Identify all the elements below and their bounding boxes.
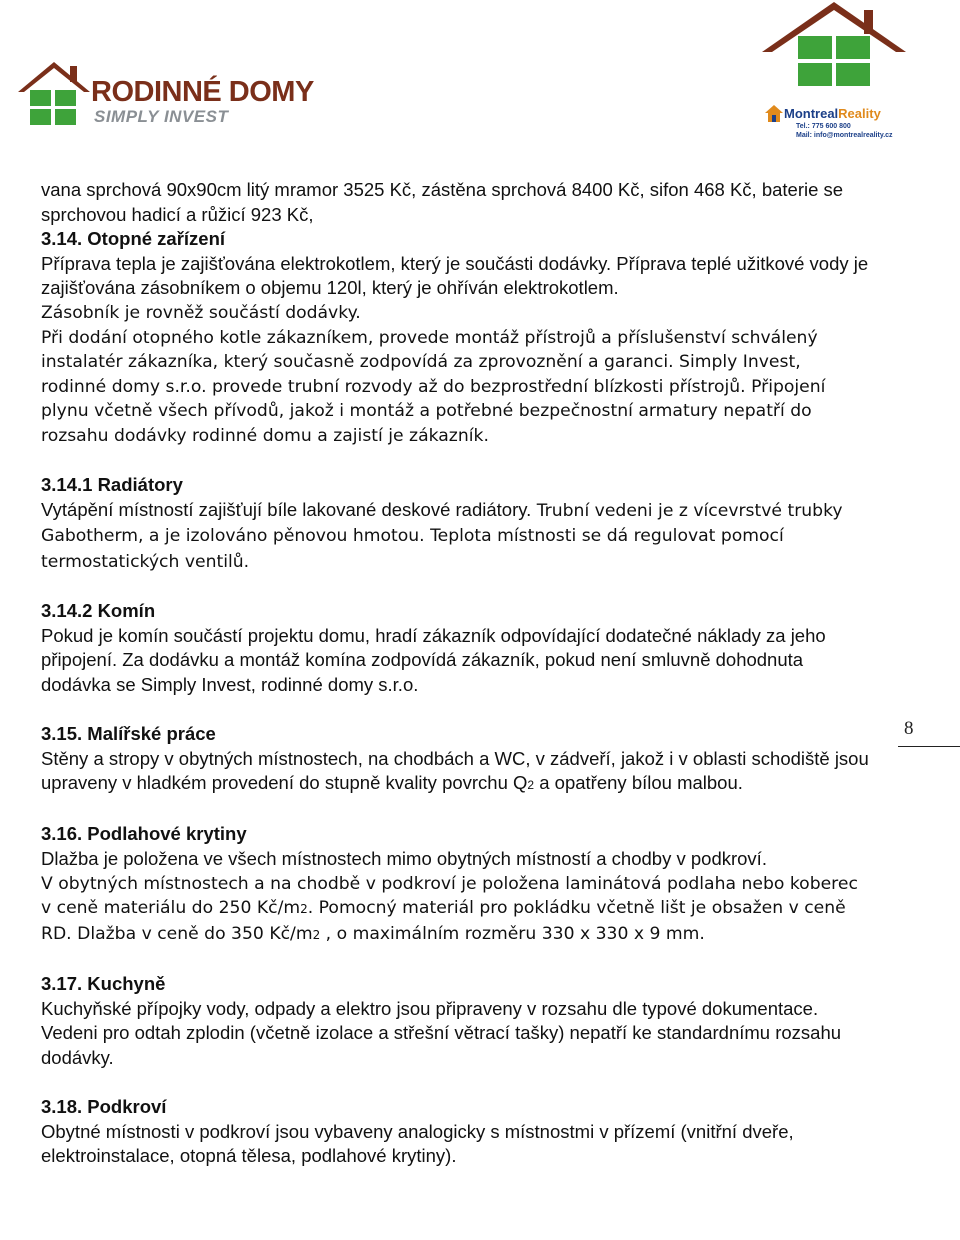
section-heading-3-14-2: 3.14.2 Komín <box>41 600 156 622</box>
section-heading-3-18: 3.18. Podkroví <box>41 1095 167 1117</box>
montreal-contact <box>770 122 900 140</box>
section-heading-3-14: 3.14. Otopné zařízení <box>41 228 226 250</box>
paragraph-3-14-2: Pokud je komín součástí projektu domu, hradí zákazník odpovídající dodatečné náklady za jeho připojení. Za dodávku a montáž komína zodpovídá zákazník, pokud není smluvně dohodnuta dodávka se Simply Invest, rodinné domy s.r.o. <box>41 624 826 695</box>
section-heading-3-17: 3.17. Kuchyně <box>41 973 166 994</box>
paragraph-3-18: Obytné místnosti v podkroví jsou vybaveny analogicky s místnostmi v přízemí (vnitřní dveře, elektroinstalace, otopná tělesa, podlahové krytiny). <box>41 1120 794 1167</box>
house-window-logo-icon <box>760 0 960 110</box>
paragraph-3-14-1: Vytápění místností zajišťují bíle lakované deskové radiátory. Trubní vedeni je z vícevrstvé trubky Gabotherm, a je izolováno pěnovou hmotou. Teplota místnosti se dá regulovat pomocí termostatických ventilů. <box>41 498 843 572</box>
section-heading-3-14-1: 3.14.1 Radiátory <box>41 474 183 496</box>
paragraph-3-16-floors: V obytných místnostech a na chodbě v podkroví je položena laminátová podlaha nebo koberec v ceně materiálu do 250 Kč/m2. Pomocný materiál pro pokládku včetně lišt je obsažen v ceně RD. Dlažba v ceně do 350 Kč/m2 , o maximálním rozměru 330 x 330 x 9 mm. <box>41 873 858 944</box>
section-heading-3-15: 3.15. Malířské práce <box>41 723 216 745</box>
paragraph-3-14-heating: Příprava tepla je zajišťována elektrokotlem, který je součásti dodávky. Příprava teplé užitkové vody je zajišťována zásobníkem o objemu 120l, který je ohříván elektrokotlem. <box>41 252 869 299</box>
paragraph-3-16-tiles: Dlažba je položena ve všech místnostech mimo obytných místností a chodby v podkroví. <box>41 848 767 870</box>
contact-phone: Tel.: 775 600 800 <box>796 123 851 130</box>
paragraph-3-17-exhaust: Vedeni pro odtah zplodin (včetně izolace a střešní větrací tašky) nepatří ke standardnímu rozsahu dodávky. <box>41 1022 842 1068</box>
page-number: 8 <box>898 718 960 747</box>
logo-title: RODINNÉ DOMY <box>91 76 314 108</box>
montreal-house-icon <box>764 104 784 124</box>
paragraph-3-17-kitchen: Kuchyňské přípojky vody, odpady a elektro jsou připraveny v rozsahu dle typové dokumentace. <box>41 997 819 1019</box>
paragraph-3-14-tank: Zásobník je rovněž součástí dodávky. <box>41 302 361 323</box>
contact-email: Mail: info@montrealreality.cz <box>796 132 893 139</box>
montreal-reality-logo <box>760 0 960 145</box>
paragraph-3-15: Stěny a stropy v obytných místnostech, na chodbách a WC, v zádveří, jakož i v oblasti schodiště jsou upraveny v hladkém provedení do stupně kvality povrchu Q2 a opatřeny bílou malbou. <box>41 747 869 794</box>
rodinne-domy-logo <box>14 58 314 133</box>
logo-subtitle: SIMPLY INVEST <box>94 107 229 126</box>
section-heading-3-16: 3.16. Podlahové krytiny <box>41 823 247 845</box>
document-body <box>41 178 871 1169</box>
paragraph-3-14-boiler: Při dodání otopného kotle zákazníkem, provede montáž přístrojů a příslušenství schválený instalatér zákazníka, který současně zodpovídá za zprovoznění a garanci. Simply Invest, rodinné domy s.r.o. provede trubní rozvody až do bezprostřední blízkosti přístrojů. Připojení plynu včetně všech přívodů, jakož i montáž a potřebné bezpečnostní armatury nepatří do rozsahu dodávky rodinné domu a zajistí je zákazník. <box>41 327 826 446</box>
house-logo-icon <box>14 58 94 133</box>
intro-paragraph: vana sprchová 90x90cm litý mramor 3525 Kč, zástěna sprchová 8400 Kč, sifon 468 Kč, baterie se sprchovou hadicí a růžicí 923 Kč, <box>41 179 844 225</box>
montreal-reality-name: MontrealReality <box>784 106 881 121</box>
